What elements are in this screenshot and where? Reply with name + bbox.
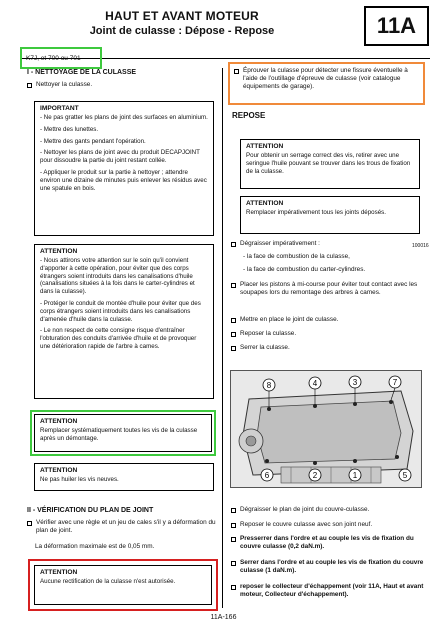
fig-number: 6 <box>264 471 270 480</box>
deformation-text: La déformation maximale est de 0,05 mm. <box>35 543 155 550</box>
fig-number: 4 <box>312 379 318 388</box>
step-text: Dégraisser impérativement : <box>240 240 320 247</box>
step-2 <box>231 521 426 529</box>
attention-box-2 <box>34 414 212 452</box>
fig-number: 3 <box>352 378 358 387</box>
step-reposer <box>231 330 426 338</box>
bullet-icon <box>234 69 239 74</box>
bullet-icon <box>231 242 236 247</box>
step-text: Presserrer dans l'ordre et au couple les vis de fixation du couvre culasse (0,2 daN.m). <box>240 535 414 551</box>
bullet-icon <box>27 83 32 88</box>
engine-code-box: K7J, et 700 ou 701 <box>20 47 102 69</box>
important-item: - Mettre des gants pendant l'opération. <box>40 137 146 145</box>
attention-item: - Le non respect de cette consigne risque d'entraîner l'obturation des conduits d'arrivée d'huile et de provoquer une détérioration rapide de l'arbre à cames. <box>40 327 197 350</box>
chapter-badge: 11A <box>364 6 429 46</box>
step-text: Reposer la culasse. <box>240 330 297 337</box>
engine-drawing <box>231 371 421 487</box>
attention-title: ATTENTION <box>40 418 78 425</box>
degraisser-item: - la face de combustion du carter-cylindres. <box>243 266 366 273</box>
fig-number: 1 <box>352 471 358 480</box>
section-heading-verification: II - VÉRIFICATION DU PLAN DE JOINT <box>27 507 154 514</box>
step-eprouver <box>234 67 419 92</box>
attention-box-3 <box>34 463 214 491</box>
step-text: Éprouver la culasse pour détecter une fissure éventuelle à l'aide de l'outillage d'épreuve de culasse (voir catalogue équipements de garage). <box>243 67 408 91</box>
degraisser-item: - la face de combustion de la culasse, <box>243 253 350 260</box>
step-3 <box>231 535 426 551</box>
section-heading-repose: REPOSE <box>232 111 266 120</box>
attention-title: ATTENTION <box>40 569 78 576</box>
fig-number: 5 <box>402 471 408 480</box>
attention-box-5 <box>240 139 420 189</box>
step-text: reposer le collecteur d'échappement (voir 11A, Haut et avant moteur, Collecteur d'échappement). <box>240 583 424 599</box>
bullet-icon <box>27 521 32 526</box>
section-heading-nettoyage: I - NETTOYAGE DE LA CULASSE <box>27 69 137 76</box>
figure-reference: 100016 <box>412 243 429 249</box>
important-item: - Appliquer le produit sur la partie à nettoyer ; attendre environ une dizaine de minutes puis enlever les résidus avec une spatule en bois. <box>40 168 207 192</box>
step-degraisser <box>231 240 426 248</box>
attention-title: ATTENTION <box>246 200 284 207</box>
step-4 <box>231 559 426 575</box>
bullet-icon <box>231 332 236 337</box>
step-mettre <box>231 316 426 324</box>
bullet-icon <box>231 346 236 351</box>
highlight-green <box>30 410 216 456</box>
bullet-icon <box>231 508 236 513</box>
attention-text: Pour obtenir un serrage correct des vis, retirer avec une seringue l'huile pouvant se trouver dans les trous de fixation de la culasse. <box>246 152 411 175</box>
important-box <box>34 101 214 236</box>
highlight-orange <box>228 62 425 105</box>
column-divider <box>222 68 223 608</box>
step-text: Reposer le couvre culasse avec son joint neuf. <box>240 521 373 528</box>
attention-title: ATTENTION <box>246 143 284 150</box>
fig-number: 7 <box>392 378 398 387</box>
attention-box-4 <box>34 565 212 605</box>
important-title: IMPORTANT <box>40 105 79 112</box>
fig-number: 8 <box>266 381 272 390</box>
bullet-icon <box>231 523 236 528</box>
attention-title: ATTENTION <box>40 467 78 474</box>
step-text: Serrer la culasse. <box>240 344 290 351</box>
attention-text: Ne pas huiler les vis neuves. <box>40 476 119 483</box>
step-text: Nettoyer la culasse. <box>36 81 93 88</box>
bullet-icon <box>231 318 236 323</box>
step-text: Dégraisser le plan de joint du couvre-culasse. <box>240 506 370 513</box>
attention-text: Remplacer impérativement tous les joints déposés. <box>246 209 386 216</box>
bullet-icon <box>231 537 236 542</box>
highlight-red <box>28 559 218 611</box>
step-text: Mettre en place le joint de culasse. <box>240 316 339 323</box>
attention-title: ATTENTION <box>40 248 78 255</box>
attention-item: - Nous attirons votre attention sur le soin qu'il convient d'apporter à cette opération, pour éviter que des corps étrangers soient introduits dans les canalisations d'huile (canalisations situées à la fois dans le carter-cylindres et dans la culasse). <box>40 257 195 296</box>
important-item: - Mettre des lunettes. <box>40 125 99 133</box>
step-text: Vérifier avec une règle et un jeu de cales s'il y a déformation du plan de joint. <box>36 519 216 535</box>
bullet-icon <box>231 283 236 288</box>
attention-box-6 <box>240 196 420 234</box>
attention-text: Aucune rectification de la culasse n'est autorisée. <box>40 578 176 585</box>
step-nettoyer <box>27 81 217 89</box>
important-item: - Ne pas gratter les plans de joint des surfaces en aluminium. <box>40 114 208 121</box>
step-verifier <box>27 519 217 535</box>
cylinder-head-cover-figure <box>230 370 422 488</box>
step-1 <box>231 506 426 514</box>
step-serrer <box>231 344 426 352</box>
attention-item: - Protéger le conduit de montée d'huile pour éviter que des corps étrangers soient introduits dans les canalisations d'amenée d'huile dans la culasse. <box>40 299 201 323</box>
fig-number: 2 <box>312 471 318 480</box>
page-number: 11A-166 <box>210 614 237 621</box>
page-subtitle: Joint de culasse : Dépose - Repose <box>89 25 275 37</box>
bullet-icon <box>231 561 236 566</box>
step-text: Placer les pistons à mi-course pour éviter tout contact avec les soupapes lors du remontage des arbres à cames. <box>240 281 418 297</box>
step-text: Serrer dans l'ordre et au couple les vis de fixation du couvre culasse (1 daN.m). <box>240 559 424 575</box>
step-5 <box>231 583 426 599</box>
important-item: - Nettoyer les plans de joint avec du produit DECAPJOINT pour dissoudre la partie du joint restant collée. <box>40 149 200 165</box>
page-title: HAUT ET AVANT MOTEUR <box>105 9 259 23</box>
attention-text: Remplacer systématiquement toutes les vis de la culasse après un démontage. <box>40 427 198 442</box>
bullet-icon <box>231 585 236 590</box>
step-placer <box>231 281 426 297</box>
attention-box-1 <box>34 244 214 399</box>
